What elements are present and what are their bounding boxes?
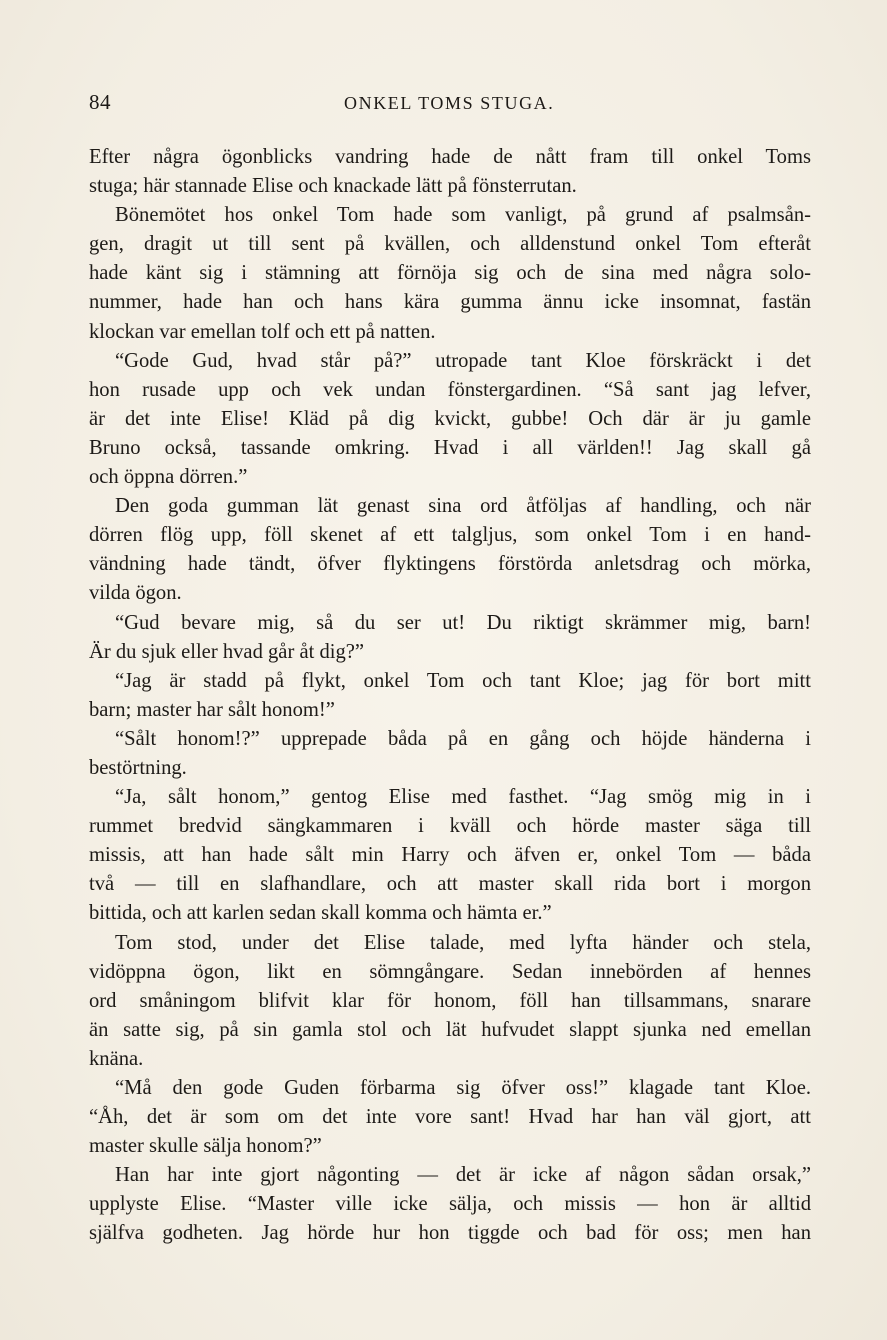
- text-line: bittida, och att karlen sedan skall komma och hämta er.”: [89, 902, 552, 925]
- text-line: dörren flög upp, föll skenet af ett talgljus, som onkel Tom i en hand-: [89, 524, 811, 547]
- text-line: rummet bredvid sängkammaren i kväll och hörde master säga till: [89, 815, 811, 838]
- text-line: “Gud bevare mig, så du ser ut! Du riktigt skrämmer mig, barn!: [115, 611, 811, 634]
- text-line: Bönemötet hos onkel Tom hade som vanligt, på grund af psalmsån-: [115, 204, 811, 227]
- text-line: hon rusade upp och vek undan fönstergardinen. “Så sant jag lefver,: [89, 378, 811, 401]
- text-line: Den goda gumman lät genast sina ord åtföljas af handling, och när: [115, 495, 811, 518]
- text-line: klockan var emellan tolf och ett på natten.: [89, 320, 436, 343]
- text-line: bestörtning.: [89, 756, 187, 779]
- text-line: ord småningom blifvit klar för honom, föll han tillsammans, snarare: [89, 989, 811, 1012]
- text-line: “Jag är stadd på flykt, onkel Tom och tant Kloe; jag för bort mitt: [115, 669, 811, 692]
- text-line: vilda ögon.: [89, 582, 182, 605]
- text-line: är det inte Elise! Kläd på dig kvickt, gubbe! Och där är ju gamle: [89, 407, 811, 430]
- text-line: knäna.: [89, 1047, 144, 1070]
- text-line: “Må den gode Guden förbarma sig öfver oss!” klagade tant Kloe.: [115, 1077, 811, 1099]
- text-line: Efter några ögonblicks vandring hade de nått fram till onkel Toms: [89, 146, 811, 168]
- text-line: master skulle sälja honom?”: [89, 1135, 322, 1158]
- text-line: hade känt sig i stämning att förnöja sig och de sina med några solo-: [89, 262, 811, 285]
- text-line: gen, dragit ut till sent på kvällen, och alldenstund onkel Tom efteråt: [89, 233, 811, 256]
- page-number: 84: [89, 90, 111, 114]
- text-line: vändning hade tändt, öfver flyktingens förstörda anletsdrag och mörka,: [89, 553, 811, 576]
- text-line: själfva godheten. Jag hörde hur hon tiggde och bad för oss; men han: [89, 1222, 811, 1245]
- text-line: Bruno också, tassande omkring. Hvad i all världen!! Jag skall gå: [89, 436, 811, 459]
- text-line: stuga; här stannade Elise och knackade lätt på fönsterrutan.: [89, 175, 577, 198]
- text-line: Tom stod, under det Elise talade, med lyfta händer och stela,: [115, 931, 811, 954]
- text-line: barn; master har sålt honom!”: [89, 698, 335, 721]
- page-header: [89, 90, 811, 120]
- text-line: missis, att han hade sålt min Harry och äfven er, onkel Tom — båda: [89, 844, 811, 867]
- text-line: än satte sig, på sin gamla stol och lät hufvudet slappt sjunka ned emellan: [89, 1018, 811, 1041]
- text-line: “Sålt honom!?” upprepade båda på en gång och höjde händerna i: [115, 727, 811, 750]
- text-line: “Åh, det är som om det inte vore sant! Hvad har han väl gjort, att: [89, 1106, 811, 1129]
- text-line: och öppna dörren.”: [89, 466, 248, 489]
- text-line: “Ja, sålt honom,” gentog Elise med fasthet. “Jag smög mig in i: [115, 786, 811, 809]
- text-line: Han har inte gjort någonting — det är icke af någon sådan orsak,”: [115, 1164, 811, 1187]
- text-line: upplyste Elise. “Master ville icke sälja, och missis — hon är alltid: [89, 1193, 811, 1216]
- text-line: två — till en slafhandlare, och att master skall rida bort i morgon: [89, 873, 811, 896]
- text-line: Är du sjuk eller hvad går åt dig?”: [89, 640, 365, 663]
- text-line: vidöppna ögon, likt en sömngångare. Sedan innebörden af hennes: [89, 960, 811, 983]
- running-title: ONKEL TOMS STUGA.: [344, 93, 555, 113]
- body-text: [89, 143, 811, 1249]
- text-line: “Gode Gud, hvad står på?” utropade tant Kloe förskräckt i det: [115, 349, 811, 372]
- text-line: nummer, hade han och hans kära gumma ännu icke insomnat, fastän: [89, 291, 811, 314]
